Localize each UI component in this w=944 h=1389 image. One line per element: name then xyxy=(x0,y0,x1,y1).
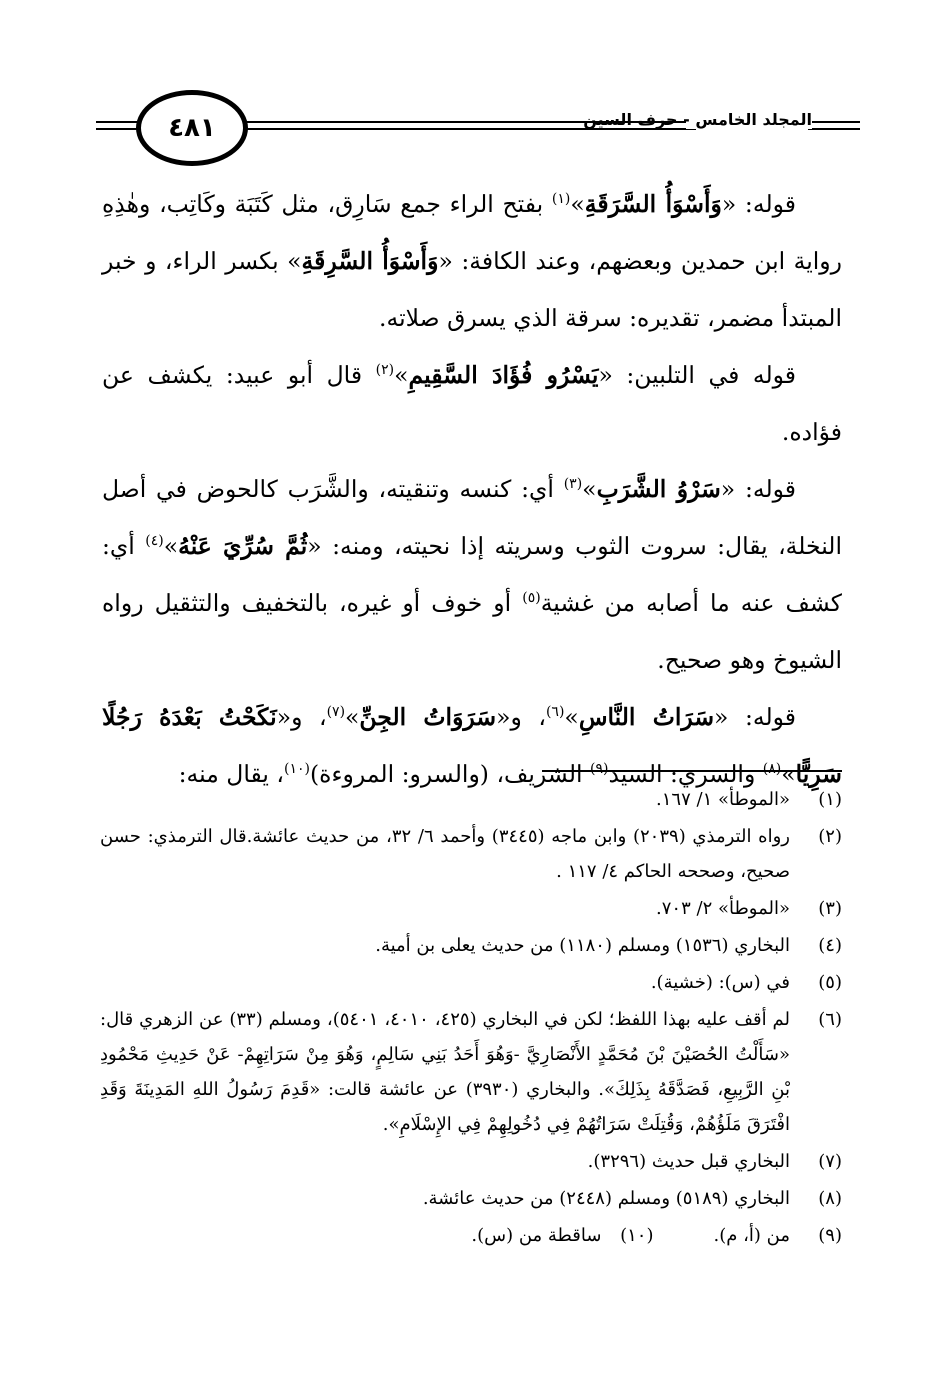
footnotes xyxy=(100,782,842,1255)
footnote-text: لم أقف عليه بهذا اللفظ؛ لكن في البخاري (٤٢٥، ٤٠١٠، ٥٤٠١)، ومسلم (٣٣) عن الزهري قال: «سَأَلْتُ الحُصَيْنَ بْنَ مُحَمَّدٍ الأَنْصَارِيَّ -وَهُوَ أَحَدُ بَنِي سَالِمٍ، وَهُوَ مِنْ سَرَاتِهِمْ- عَنْ حَدِيثِ مَحْمُودِ بْنِ الرَّبِيعِ، فَصَدَّقَهُ بِذَلِكَ». والبخاري (٣٩٣٠) عن عائشة قالت: «قَدِمَ رَسُولُ اللهِ المَدِينَةَ وَقَدِ افْتَرَقَ مَلَؤُهُمْ، وَقُتِلَتْ سَرَاتُهُمْ فِي دُخُولِهِمْ فِي الإِسْلَامِ». xyxy=(100,1009,791,1135)
footnote-separator xyxy=(542,770,842,772)
footnote-number: (٤) xyxy=(818,935,842,956)
footnote-9 xyxy=(713,1218,842,1253)
text-run: ، و« xyxy=(496,703,546,731)
footnote-text: البخاري (٥١٨٩) ومسلم (٢٤٤٨) من حديث عائشة. xyxy=(422,1188,790,1209)
text-run: أو خوف أو غيره، بالتخفيف والتثقيل رواه الشيوخ وهو صحيح. xyxy=(102,589,842,674)
footnote-ref: (٣) xyxy=(563,476,583,493)
paragraph-1 xyxy=(102,176,842,347)
footnote-number: (٢) xyxy=(818,826,842,847)
footnote-text: من (أ، م). xyxy=(713,1225,790,1246)
text-run: قوله: « xyxy=(714,703,796,731)
footnote-3 xyxy=(100,891,842,926)
quoted-term: يَسْرُو فُؤَادَ السَّقِيمِ xyxy=(408,361,599,389)
quoted-term: وَأَسْوَأُ السَّرِقَةِ xyxy=(301,247,439,275)
text-run: قوله في التلبين: « xyxy=(598,361,796,389)
footnote-ref: (١٠) xyxy=(284,761,310,778)
footnote-text: «الموطأ» ١/ ١٦٧. xyxy=(656,789,790,810)
footnote-ref: (٤) xyxy=(145,533,164,550)
text-run: ، يقال منه: xyxy=(178,760,284,788)
text-run: قوله: « xyxy=(720,475,796,503)
footnote-number: (٧) xyxy=(818,1151,842,1172)
footnote-ref: (٥) xyxy=(522,590,541,607)
quoted-term: سَرَوَاتُ الجِنِّ xyxy=(359,703,497,731)
footnote-number: (٦) xyxy=(818,1009,842,1030)
footnote-ref: (٨) xyxy=(762,761,782,778)
page-number: ٤٨١ xyxy=(168,113,216,143)
header-rule-right xyxy=(808,121,860,130)
text-run: قوله: « xyxy=(721,190,796,218)
footnote-text: «الموطأ» ٢/ ٧٠٣. xyxy=(656,898,790,919)
text-run: » xyxy=(163,532,179,560)
paragraph-3 xyxy=(102,461,842,689)
footnote-number: (٥) xyxy=(818,972,842,993)
footnote-1 xyxy=(100,782,842,817)
footnote-10 xyxy=(471,1218,653,1253)
footnote-number: (٨) xyxy=(818,1188,842,1209)
footnote-ref: (٧) xyxy=(326,704,346,721)
page-number-badge xyxy=(136,90,248,166)
text-run: والسري: السيد xyxy=(608,760,763,788)
text-run: قال أبو عبيد: يكشف عن فؤاده. xyxy=(102,361,842,446)
text-run: أي: كشف عنه ما أصابه من غشية xyxy=(102,532,842,617)
text-run: » بكسر الراء، و خبر المبتدأ مضمر، تقديره: سرقة الذي يسرق صلاته. xyxy=(102,247,842,332)
paragraph-2 xyxy=(102,347,842,461)
quoted-term: سَرَاتُ النَّاسِ xyxy=(578,703,715,731)
footnote-7 xyxy=(100,1144,842,1179)
quoted-term: سَرْوُ الشَّرَبِ xyxy=(596,475,721,503)
footnote-ref: (٢) xyxy=(375,362,395,379)
footnote-number: (٣) xyxy=(818,898,842,919)
footnote-ref: (١) xyxy=(551,191,571,208)
footnote-number: (١) xyxy=(818,789,842,810)
text-run: ، و« xyxy=(276,703,327,731)
text-run: الشريف، (والسرو: المروءة) xyxy=(309,760,590,788)
text-run: أي: كنسه وتنقيته، والشَّرَب كالحوض في أصل النخلة، يقال: سروت الثوب وسريته إذا نحيته، ومنه: « xyxy=(102,475,842,560)
footnote-5 xyxy=(100,965,842,1000)
text-run: » xyxy=(570,190,585,218)
footnote-6 xyxy=(100,1002,842,1142)
quoted-term: ثُمَّ سُرِّيَ عَنْهُ xyxy=(178,532,308,560)
page-header xyxy=(96,88,856,178)
footnote-8 xyxy=(100,1181,842,1216)
running-title xyxy=(583,110,812,129)
running-title-text: المجلد الخامس - حرف السين xyxy=(583,110,812,129)
quoted-term: نَكَحْتُ بَعْدَهُ رَجُلًا سَرِيًّا xyxy=(102,703,842,788)
footnote-text: البخاري قبل حديث (٣٢٩٦). xyxy=(587,1151,790,1172)
text-run: » xyxy=(345,703,360,731)
quoted-term: وَأَسْوَأُ السَّرَقَةِ xyxy=(584,190,722,218)
footnote-2 xyxy=(100,819,842,889)
footnote-ref: (٦) xyxy=(545,704,565,721)
footnote-4 xyxy=(100,928,842,963)
footnote-text: البخاري (١٥٣٦) ومسلم (١١٨٠) من حديث يعلى بن أمية. xyxy=(375,935,790,956)
text-run: » xyxy=(394,361,409,389)
footnote-row-9-10 xyxy=(100,1218,842,1255)
footnote-text: في (س): (خشية). xyxy=(650,972,790,993)
text-run: » xyxy=(564,703,579,731)
footnote-text: رواه الترمذي (٢٠٣٩) وابن ماجه (٣٤٤٥) وأحمد ٦/ ٣٢، من حديث عائشة.قال الترمذي: حسن صحيح، وصححه الحاكم ٤/ ١١٧ . xyxy=(100,826,790,882)
footnote-number: (٩) xyxy=(818,1225,842,1246)
text-run: » xyxy=(582,475,597,503)
main-text xyxy=(102,176,842,803)
footnote-ref: (٩) xyxy=(590,761,609,778)
footnote-text: ساقطة من (س). xyxy=(471,1225,602,1246)
footnote-number: (١٠) xyxy=(620,1225,654,1246)
text-run: بفتح الراء جمع سَارِق، مثل كَتَبَة وكَاتِب، وهٰذِهِ رواية ابن حمدين وبعضهم، وعند الكافة: « xyxy=(102,190,843,275)
text-run: » xyxy=(781,760,796,788)
